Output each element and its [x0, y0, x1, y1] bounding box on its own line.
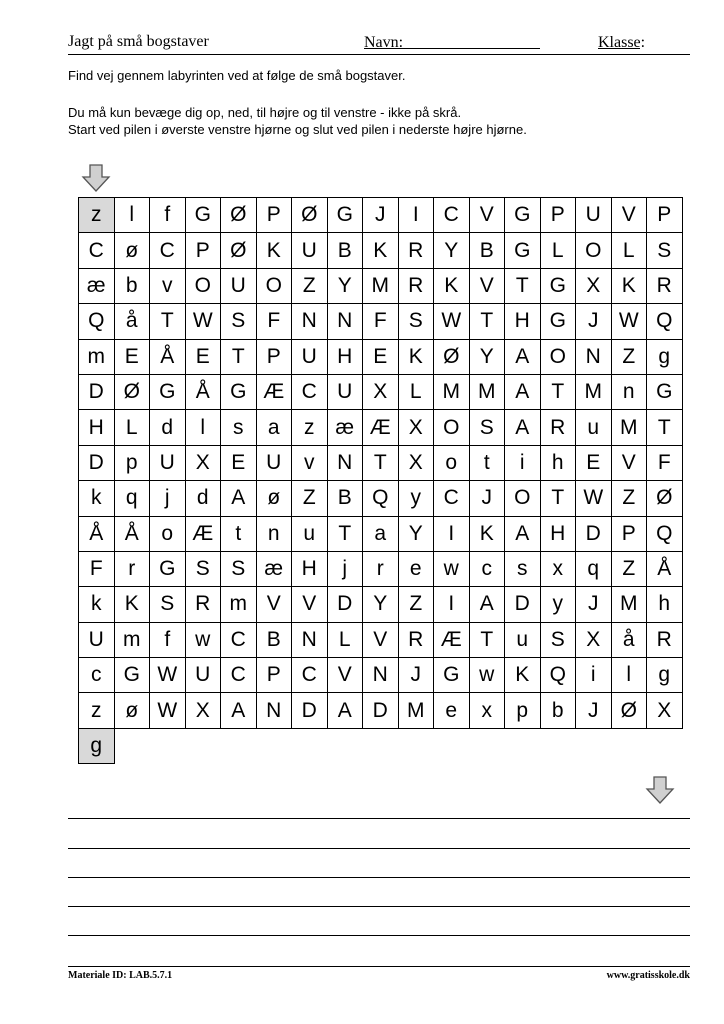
- maze-cell[interactable]: U: [79, 623, 115, 658]
- maze-cell[interactable]: O: [257, 269, 293, 304]
- maze-cell[interactable]: G: [150, 552, 186, 587]
- maze-cell[interactable]: S: [221, 552, 257, 587]
- maze-cell[interactable]: D: [328, 587, 364, 622]
- maze-cell[interactable]: V: [328, 658, 364, 693]
- maze-cell[interactable]: K: [115, 587, 151, 622]
- maze-cell[interactable]: W: [576, 481, 612, 516]
- maze-cell[interactable]: J: [363, 198, 399, 233]
- maze-cell[interactable]: M: [576, 375, 612, 410]
- maze-cell[interactable]: å: [612, 623, 648, 658]
- maze-cell[interactable]: Z: [292, 481, 328, 516]
- maze-cell[interactable]: Å: [79, 517, 115, 552]
- maze-cell[interactable]: C: [292, 658, 328, 693]
- maze-cell[interactable]: U: [328, 375, 364, 410]
- maze-cell[interactable]: U: [186, 658, 222, 693]
- maze-cell[interactable]: Z: [612, 340, 648, 375]
- maze-cell[interactable]: N: [292, 623, 328, 658]
- maze-cell[interactable]: K: [470, 517, 506, 552]
- maze-cell[interactable]: B: [257, 623, 293, 658]
- maze-cell[interactable]: å: [115, 304, 151, 339]
- maze-cell[interactable]: O: [576, 233, 612, 268]
- name-blank[interactable]: [364, 34, 540, 49]
- maze-cell[interactable]: T: [328, 517, 364, 552]
- maze-cell[interactable]: U: [576, 198, 612, 233]
- maze-cell[interactable]: A: [470, 587, 506, 622]
- maze-cell[interactable]: P: [257, 198, 293, 233]
- worksheet-footer: [68, 966, 690, 981]
- maze-cell[interactable]: I: [434, 587, 470, 622]
- maze-cell[interactable]: p: [115, 446, 151, 481]
- maze-cell[interactable]: Å: [647, 552, 683, 587]
- writing-line-4[interactable]: [68, 906, 690, 907]
- maze-cell[interactable]: V: [292, 587, 328, 622]
- maze-cell[interactable]: F: [79, 552, 115, 587]
- maze-cell[interactable]: H: [79, 410, 115, 445]
- maze-cell[interactable]: Y: [470, 340, 506, 375]
- maze-cell[interactable]: M: [363, 269, 399, 304]
- maze-cell[interactable]: D: [505, 587, 541, 622]
- maze-cell[interactable]: h: [647, 587, 683, 622]
- maze-cell[interactable]: X: [576, 269, 612, 304]
- maze-cell[interactable]: X: [647, 693, 683, 728]
- maze-cell[interactable]: g: [647, 658, 683, 693]
- maze-cell[interactable]: Z: [292, 269, 328, 304]
- maze-cell[interactable]: G: [328, 198, 364, 233]
- maze-cell[interactable]: H: [328, 340, 364, 375]
- maze-cell[interactable]: X: [399, 410, 435, 445]
- maze-cell[interactable]: C: [221, 623, 257, 658]
- maze-cell[interactable]: Ø: [221, 233, 257, 268]
- maze-cell[interactable]: Å: [186, 375, 222, 410]
- maze-cell[interactable]: G: [541, 304, 577, 339]
- maze-cell[interactable]: A: [505, 375, 541, 410]
- maze-cell[interactable]: Å: [150, 340, 186, 375]
- maze-cell[interactable]: Æ: [434, 623, 470, 658]
- maze-cell[interactable]: p: [505, 693, 541, 728]
- maze-cell[interactable]: A: [221, 693, 257, 728]
- end-arrow-icon: [645, 776, 675, 804]
- maze-cell[interactable]: A: [505, 340, 541, 375]
- maze-cell[interactable]: z: [79, 198, 115, 233]
- maze-cell[interactable]: R: [647, 623, 683, 658]
- maze-cell[interactable]: t: [470, 446, 506, 481]
- maze-cell[interactable]: T: [647, 410, 683, 445]
- maze-cell[interactable]: F: [257, 304, 293, 339]
- maze-cell[interactable]: Q: [79, 304, 115, 339]
- maze-cell[interactable]: O: [541, 340, 577, 375]
- maze-cell[interactable]: R: [647, 269, 683, 304]
- maze-cell[interactable]: N: [257, 693, 293, 728]
- maze-cell[interactable]: ø: [115, 693, 151, 728]
- maze-cell[interactable]: T: [363, 446, 399, 481]
- maze-cell[interactable]: t: [221, 517, 257, 552]
- maze-cell[interactable]: J: [576, 693, 612, 728]
- maze-cell[interactable]: d: [150, 410, 186, 445]
- maze-cell[interactable]: q: [115, 481, 151, 516]
- maze-cell[interactable]: K: [363, 233, 399, 268]
- maze-cell[interactable]: Ø: [221, 198, 257, 233]
- writing-line-2[interactable]: [68, 848, 690, 849]
- instruction-line-3: Start ved pilen i øverste venstre hjørne og slut ved pilen i nederste højre hjørne.: [68, 122, 527, 137]
- maze-cell[interactable]: A: [505, 410, 541, 445]
- maze-cell[interactable]: K: [612, 269, 648, 304]
- maze-cell[interactable]: j: [328, 552, 364, 587]
- maze-cell[interactable]: z: [79, 693, 115, 728]
- maze-cell[interactable]: D: [363, 693, 399, 728]
- maze-cell[interactable]: m: [115, 623, 151, 658]
- maze-cell[interactable]: o: [434, 446, 470, 481]
- maze-cell[interactable]: i: [505, 446, 541, 481]
- maze-cell[interactable]: W: [150, 693, 186, 728]
- maze-cell[interactable]: x: [470, 693, 506, 728]
- maze-cell[interactable]: N: [328, 446, 364, 481]
- maze-cell[interactable]: R: [399, 233, 435, 268]
- maze-cell[interactable]: E: [363, 340, 399, 375]
- maze-cell[interactable]: Y: [434, 233, 470, 268]
- maze-cell[interactable]: T: [541, 481, 577, 516]
- maze-cell[interactable]: b: [115, 269, 151, 304]
- maze-cell[interactable]: L: [612, 233, 648, 268]
- maze-cell[interactable]: q: [576, 552, 612, 587]
- maze-cell[interactable]: C: [292, 375, 328, 410]
- maze-cell[interactable]: l: [186, 410, 222, 445]
- maze-cell[interactable]: X: [186, 446, 222, 481]
- maze-cell[interactable]: G: [221, 375, 257, 410]
- maze-cell[interactable]: U: [257, 446, 293, 481]
- maze-cell[interactable]: G: [541, 269, 577, 304]
- maze-cell[interactable]: J: [576, 304, 612, 339]
- maze-cell[interactable]: P: [257, 658, 293, 693]
- maze-cell[interactable]: V: [612, 446, 648, 481]
- maze-cell[interactable]: X: [363, 375, 399, 410]
- maze-cell[interactable]: W: [186, 304, 222, 339]
- maze-cell[interactable]: C: [150, 233, 186, 268]
- name-label: Navn:: [364, 34, 404, 51]
- maze-cell[interactable]: s: [505, 552, 541, 587]
- instruction-line-1: Find vej gennem labyrinten ved at følge de små bogstaver.: [68, 68, 406, 83]
- maze-cell[interactable]: l: [612, 658, 648, 693]
- maze-cell[interactable]: ø: [115, 233, 151, 268]
- maze-cell[interactable]: R: [541, 410, 577, 445]
- maze-cell[interactable]: Æ: [257, 375, 293, 410]
- maze-cell[interactable]: L: [399, 375, 435, 410]
- maze-cell[interactable]: c: [79, 658, 115, 693]
- maze-cell[interactable]: X: [186, 693, 222, 728]
- maze-cell[interactable]: W: [150, 658, 186, 693]
- maze-cell[interactable]: O: [505, 481, 541, 516]
- maze-cell[interactable]: G: [647, 375, 683, 410]
- maze-cell[interactable]: e: [399, 552, 435, 587]
- maze-cell[interactable]: g: [79, 729, 115, 764]
- maze-cell[interactable]: S: [470, 410, 506, 445]
- maze-cell[interactable]: y: [541, 587, 577, 622]
- maze-cell[interactable]: ø: [257, 481, 293, 516]
- letter-maze-grid: [78, 197, 683, 764]
- maze-cell[interactable]: I: [399, 198, 435, 233]
- maze-cell[interactable]: k: [79, 481, 115, 516]
- material-id: Materiale ID: LAB.5.7.1: [68, 970, 173, 981]
- maze-cell[interactable]: z: [292, 410, 328, 445]
- maze-cell[interactable]: R: [186, 587, 222, 622]
- maze-cell[interactable]: L: [328, 623, 364, 658]
- maze-cell[interactable]: R: [399, 623, 435, 658]
- maze-cell[interactable]: K: [434, 269, 470, 304]
- maze-cell[interactable]: E: [115, 340, 151, 375]
- maze-cell[interactable]: P: [257, 340, 293, 375]
- website-link[interactable]: www.gratisskole.dk: [606, 970, 690, 981]
- maze-cell[interactable]: U: [221, 269, 257, 304]
- maze-cell[interactable]: h: [541, 446, 577, 481]
- maze-cell[interactable]: Q: [647, 304, 683, 339]
- maze-cell[interactable]: V: [612, 198, 648, 233]
- maze-cell[interactable]: G: [434, 658, 470, 693]
- maze-cell[interactable]: r: [363, 552, 399, 587]
- worksheet-header: [68, 32, 690, 55]
- maze-cell[interactable]: Ø: [647, 481, 683, 516]
- maze-cell[interactable]: c: [470, 552, 506, 587]
- maze-cell[interactable]: r: [115, 552, 151, 587]
- maze-cell[interactable]: w: [470, 658, 506, 693]
- maze-cell[interactable]: Ø: [434, 340, 470, 375]
- maze-cell[interactable]: H: [541, 517, 577, 552]
- maze-cell[interactable]: T: [505, 269, 541, 304]
- maze-cell[interactable]: U: [150, 446, 186, 481]
- maze-cell[interactable]: s: [221, 410, 257, 445]
- maze-cell[interactable]: P: [541, 198, 577, 233]
- maze-cell[interactable]: T: [150, 304, 186, 339]
- maze-cell[interactable]: P: [612, 517, 648, 552]
- maze-cell[interactable]: S: [541, 623, 577, 658]
- maze-cell[interactable]: Q: [647, 517, 683, 552]
- maze-cell[interactable]: Ø: [115, 375, 151, 410]
- maze-cell[interactable]: T: [470, 304, 506, 339]
- maze-cell[interactable]: P: [186, 233, 222, 268]
- maze-cell[interactable]: L: [115, 410, 151, 445]
- maze-cell[interactable]: O: [434, 410, 470, 445]
- maze-cell[interactable]: E: [221, 446, 257, 481]
- writing-line-1[interactable]: [68, 818, 690, 819]
- maze-cell[interactable]: f: [150, 198, 186, 233]
- maze-cell[interactable]: n: [257, 517, 293, 552]
- maze-cell[interactable]: Z: [399, 587, 435, 622]
- maze-cell[interactable]: T: [541, 375, 577, 410]
- maze-cell[interactable]: m: [79, 340, 115, 375]
- writing-line-5[interactable]: [68, 935, 690, 936]
- maze-cell[interactable]: e: [434, 693, 470, 728]
- maze-cell[interactable]: J: [399, 658, 435, 693]
- maze-cell[interactable]: Y: [363, 587, 399, 622]
- maze-cell[interactable]: A: [221, 481, 257, 516]
- maze-cell[interactable]: E: [186, 340, 222, 375]
- maze-cell[interactable]: C: [434, 198, 470, 233]
- maze-cell[interactable]: T: [470, 623, 506, 658]
- maze-cell[interactable]: T: [221, 340, 257, 375]
- maze-cell[interactable]: v: [292, 446, 328, 481]
- maze-cell[interactable]: Å: [115, 517, 151, 552]
- maze-cell[interactable]: C: [79, 233, 115, 268]
- maze-cell[interactable]: N: [576, 340, 612, 375]
- maze-cell[interactable]: H: [292, 552, 328, 587]
- maze-cell[interactable]: N: [363, 658, 399, 693]
- maze-cell[interactable]: M: [399, 693, 435, 728]
- maze-cell[interactable]: x: [541, 552, 577, 587]
- maze-cell[interactable]: O: [186, 269, 222, 304]
- maze-cell[interactable]: V: [257, 587, 293, 622]
- maze-cell[interactable]: G: [150, 375, 186, 410]
- maze-cell[interactable]: M: [612, 410, 648, 445]
- maze-cell[interactable]: J: [576, 587, 612, 622]
- maze-cell[interactable]: w: [186, 623, 222, 658]
- maze-cell[interactable]: M: [434, 375, 470, 410]
- maze-cell[interactable]: S: [186, 552, 222, 587]
- maze-cell[interactable]: V: [470, 198, 506, 233]
- maze-cell[interactable]: u: [576, 410, 612, 445]
- maze-cell[interactable]: W: [612, 304, 648, 339]
- maze-cell[interactable]: G: [505, 198, 541, 233]
- maze-cell[interactable]: S: [221, 304, 257, 339]
- maze-cell[interactable]: E: [576, 446, 612, 481]
- maze-cell[interactable]: o: [150, 517, 186, 552]
- maze-cell[interactable]: M: [470, 375, 506, 410]
- maze-cell[interactable]: æ: [79, 269, 115, 304]
- maze-cell[interactable]: u: [292, 517, 328, 552]
- maze-cell[interactable]: F: [363, 304, 399, 339]
- maze-cell[interactable]: n: [612, 375, 648, 410]
- maze-cell[interactable]: j: [150, 481, 186, 516]
- maze-cell[interactable]: y: [399, 481, 435, 516]
- maze-cell[interactable]: P: [647, 198, 683, 233]
- maze-cell[interactable]: R: [399, 269, 435, 304]
- maze-cell[interactable]: Q: [541, 658, 577, 693]
- maze-cell[interactable]: A: [505, 517, 541, 552]
- maze-cell[interactable]: D: [79, 375, 115, 410]
- maze-cell[interactable]: l: [115, 198, 151, 233]
- maze-cell[interactable]: S: [150, 587, 186, 622]
- maze-cell[interactable]: D: [79, 446, 115, 481]
- maze-cell[interactable]: æ: [257, 552, 293, 587]
- class-blank[interactable]: [598, 34, 640, 49]
- worksheet-title: Jagt på små bogstaver: [68, 33, 209, 50]
- maze-cell[interactable]: i: [576, 658, 612, 693]
- maze-cell[interactable]: D: [292, 693, 328, 728]
- maze-cell[interactable]: v: [150, 269, 186, 304]
- maze-cell[interactable]: F: [647, 446, 683, 481]
- maze-cell[interactable]: D: [576, 517, 612, 552]
- maze-cell[interactable]: d: [186, 481, 222, 516]
- maze-cell[interactable]: k: [79, 587, 115, 622]
- maze-cell[interactable]: Z: [612, 481, 648, 516]
- maze-cell[interactable]: J: [470, 481, 506, 516]
- maze-cell[interactable]: W: [434, 304, 470, 339]
- maze-cell[interactable]: Y: [328, 269, 364, 304]
- maze-cell[interactable]: A: [328, 693, 364, 728]
- maze-cell[interactable]: G: [115, 658, 151, 693]
- maze-cell[interactable]: N: [292, 304, 328, 339]
- maze-cell[interactable]: f: [150, 623, 186, 658]
- maze-cell[interactable]: B: [470, 233, 506, 268]
- maze-cell[interactable]: Æ: [186, 517, 222, 552]
- maze-cell[interactable]: C: [221, 658, 257, 693]
- maze-cell[interactable]: b: [541, 693, 577, 728]
- maze-cell[interactable]: X: [399, 446, 435, 481]
- maze-cell[interactable]: Æ: [363, 410, 399, 445]
- maze-cell[interactable]: G: [505, 233, 541, 268]
- maze-cell[interactable]: G: [186, 198, 222, 233]
- maze-cell[interactable]: Ø: [612, 693, 648, 728]
- maze-cell[interactable]: V: [363, 623, 399, 658]
- maze-cell[interactable]: Z: [612, 552, 648, 587]
- maze-cell[interactable]: u: [505, 623, 541, 658]
- start-arrow-icon: [81, 164, 111, 192]
- maze-cell[interactable]: H: [505, 304, 541, 339]
- maze-cell[interactable]: B: [328, 481, 364, 516]
- maze-cell[interactable]: C: [434, 481, 470, 516]
- maze-cell[interactable]: æ: [328, 410, 364, 445]
- maze-cell[interactable]: V: [470, 269, 506, 304]
- instruction-line-2: Du må kun bevæge dig op, ned, til højre og til venstre - ikke på skrå.: [68, 105, 462, 120]
- maze-cell[interactable]: X: [576, 623, 612, 658]
- maze-cell[interactable]: w: [434, 552, 470, 587]
- maze-cell[interactable]: B: [328, 233, 364, 268]
- maze-cell[interactable]: g: [647, 340, 683, 375]
- maze-cell[interactable]: M: [612, 587, 648, 622]
- maze-cell[interactable]: N: [328, 304, 364, 339]
- maze-cell[interactable]: a: [363, 517, 399, 552]
- maze-cell[interactable]: K: [505, 658, 541, 693]
- maze-cell[interactable]: S: [647, 233, 683, 268]
- maze-cell[interactable]: L: [541, 233, 577, 268]
- maze-cell[interactable]: Y: [399, 517, 435, 552]
- maze-cell[interactable]: Q: [363, 481, 399, 516]
- maze-cell[interactable]: U: [292, 233, 328, 268]
- maze-cell[interactable]: a: [257, 410, 293, 445]
- writing-line-3[interactable]: [68, 877, 690, 878]
- maze-cell[interactable]: K: [399, 340, 435, 375]
- maze-cell[interactable]: Ø: [292, 198, 328, 233]
- maze-cell[interactable]: I: [434, 517, 470, 552]
- maze-cell[interactable]: K: [257, 233, 293, 268]
- maze-cell[interactable]: m: [221, 587, 257, 622]
- maze-cell[interactable]: U: [292, 340, 328, 375]
- maze-cell[interactable]: S: [399, 304, 435, 339]
- class-label: Klasse:: [598, 34, 646, 51]
